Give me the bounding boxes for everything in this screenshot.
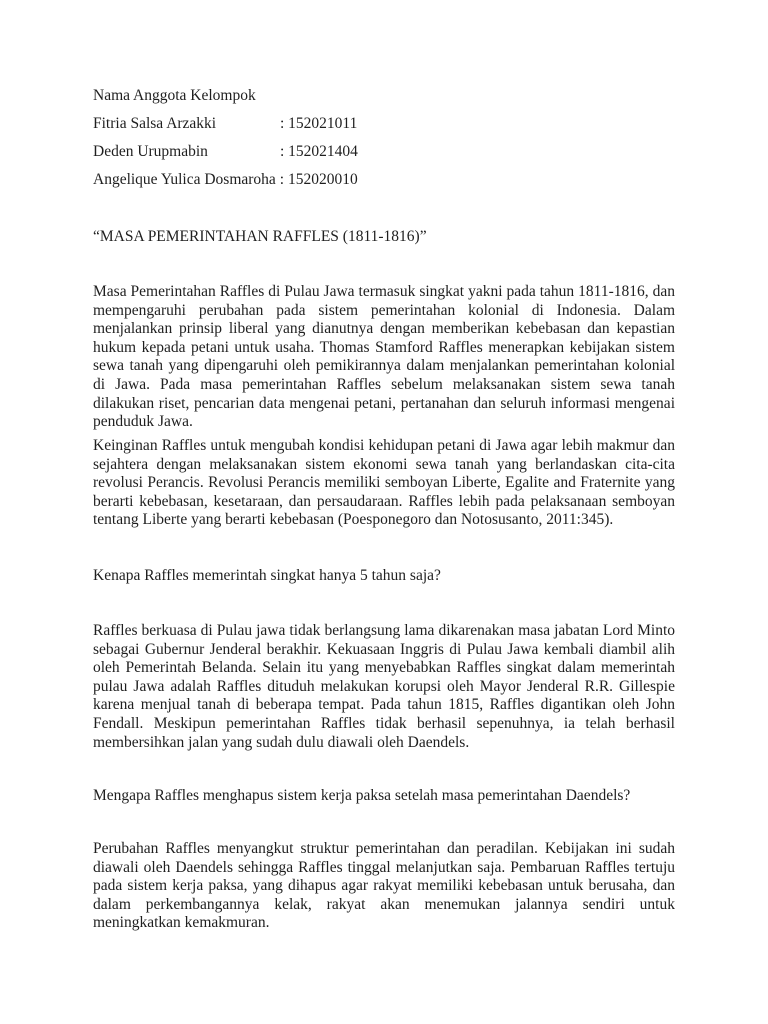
members-heading: Nama Anggota Kelompok	[93, 87, 256, 104]
group-members-section	[93, 86, 693, 198]
member-name: Angelique Yulica Dosmaroha	[93, 171, 276, 188]
member-name: Fitria Salsa Arzakki	[93, 115, 217, 132]
question-short-rule: Kenapa Raffles memerintah singkat hanya 5 tahun saja?	[93, 567, 441, 584]
member-nim: : 152020010	[279, 171, 358, 188]
document-title: “MASA PEMERINTAHAN RAFFLES (1811-1816)”	[93, 228, 427, 245]
question-forced-labor: Mengapa Raffles menghapus sistem kerja paksa setelah masa pemerintahan Daendels?	[93, 787, 631, 804]
member-name: Deden Urupmabin	[93, 143, 208, 160]
member-nim: : 152021011	[280, 115, 358, 132]
paragraph-answer-short-rule: Raffles berkuasa di Pulau jawa tidak berlangsung lama dikarenakan masa jabatan Lord Minto sebagai Gubernur Jenderal berakhir. Kekuasaan Inggris di Pulau Jawa kembali diambil alih oleh Pemerintah Belanda. Selain itu yang menyebabkan Raffles singkat dalam memerintah pulau Jawa adalah Raffles dituduh melakukan korupsi oleh Mayor Jenderal R.R. Gillespie karena menjual tanah di beberapa tempat. Pada tahun 1815, Raffles digantikan oleh John Fendall. Meskipun pemerintahan Raffles tidak berhasil sepenuhnya, ia telah berhasil membersihkan jalan yang sudah dulu diawali oleh Daendels.	[93, 622, 675, 751]
member-nim: : 152021404	[280, 143, 358, 160]
paragraph-intro: Masa Pemerintahan Raffles di Pulau Jawa termasuk singkat yakni pada tahun 1811-1816, dan mempengaruhi perubahan pada sistem pemerintahan kolonial di Indonesia. Dalam menjalankan prinsip liberal yang dianutnya dengan memberikan kebebasan dan kepastian hukum kepada petani untuk usaha. Thomas Stamford Raffles menerapkan kebijakan sistem sewa tanah yang dipengaruhi oleh pemikirannya dalam menjalankan pemerintahan kolonial di Jawa. Pada masa pemerintahan Raffles sebelum melaksanakan sistem sewa tanah dilakukan riset, pencarian data mengenai petani, pertanahan dan seluruh informasi mengenai penduduk Jawa.	[93, 283, 675, 431]
paragraph-french-revolution: Keinginan Raffles untuk mengubah kondisi kehidupan petani di Jawa agar lebih makmur dan sejahtera dengan melaksanakan sistem ekonomi sewa tanah yang berlandaskan cita-cita revolusi Perancis. Revolusi Perancis memiliki semboyan Liberte, Egalite and Fraternite yang berarti kebebasan, kesetaraan, dan persaudaraan. Raffles lebih pada pelaksanaan semboyan tentang Liberte yang berarti kebebasan (Poesponegoro dan Notosusanto, 2011:345).	[93, 437, 675, 529]
member-row	[93, 114, 693, 133]
paragraph-answer-forced-labor: Perubahan Raffles menyangkut struktur pemerintahan dan peradilan. Kebijakan ini sudah diawali oleh Daendels sehingga Raffles tinggal melanjutkan saja. Pembaruan Raffles tertuju pada sistem kerja paksa, yang dihapus agar rakyat memiliki kebebasan untuk berusaha, dan dalam perkembangannya kelak, rakyat akan menemukan jalannya sendiri untuk meningkatkan kemakmuran.	[93, 840, 675, 932]
member-row	[93, 142, 693, 161]
member-row	[93, 170, 693, 189]
